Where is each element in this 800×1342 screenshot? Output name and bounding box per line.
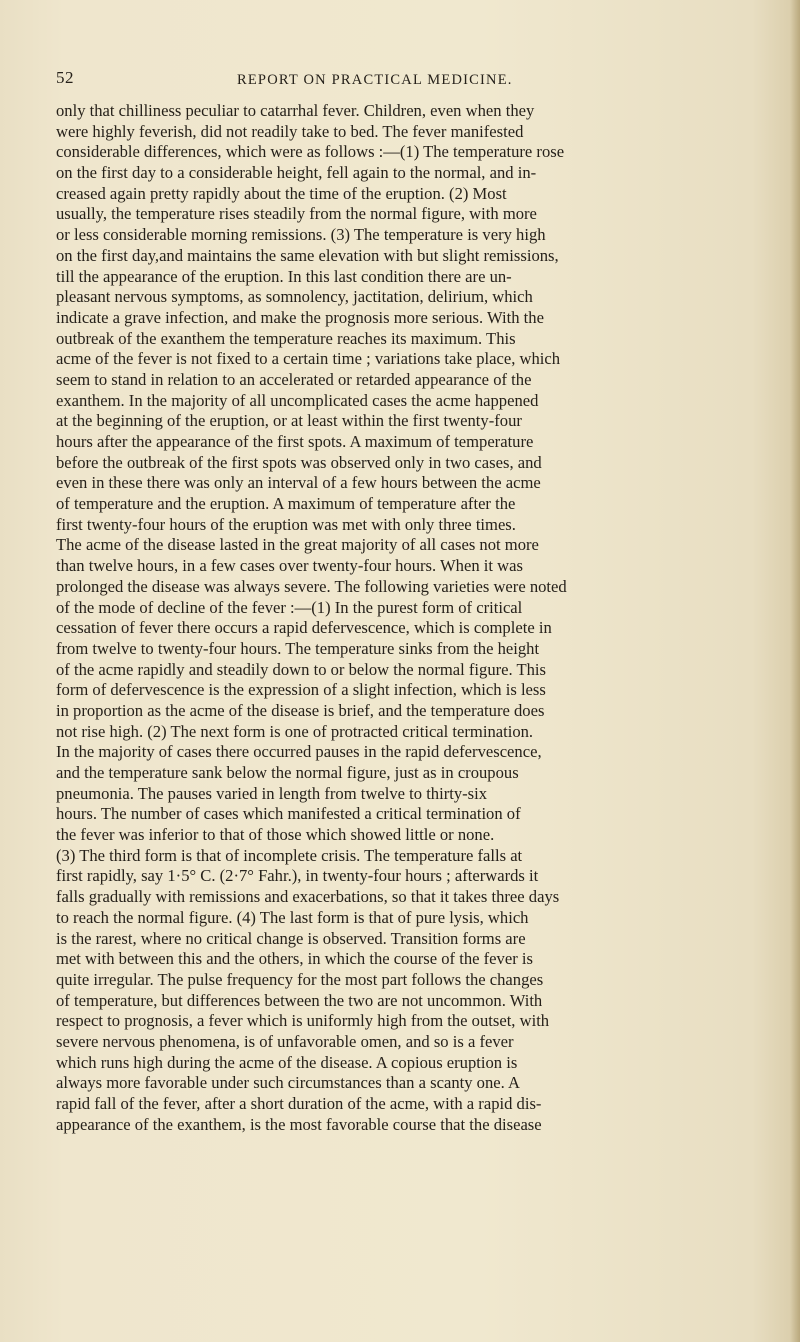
text-line: which runs high during the acme of the disease. A copious eruption is [56,1052,518,1072]
text-line: on the first day to a considerable height, fell again to the normal, and in- [56,163,537,183]
text-line: respect to prognosis, a fever which is uniformly high from the outset, with [56,1011,550,1031]
text-line: than twelve hours, in a few cases over twenty-four hours. When it was [56,556,523,576]
text-line: on the first day,and maintains the same elevation with but slight remissions, [56,245,559,265]
text-line: form of defervescence is the expression of a slight infection, which is less [56,680,546,700]
text-line: first rapidly, say 1·5° C. (2·7° Fahr.), in twenty-four hours ; afterwards it [56,866,539,886]
text-line: even in these there was only an interval of a few hours between the acme [56,473,541,493]
text-line: the fever was inferior to that of those which showed little or none. [56,825,495,845]
text-line: pleasant nervous symptoms, as somnolency, jactitation, delirium, which [56,287,533,307]
page-number: 52 [56,68,74,87]
text-line: indicate a grave infection, and make the prognosis more serious. With the [56,307,544,327]
text-line: quite irregular. The pulse frequency for the most part follows the changes [56,969,544,989]
text-line: creased again pretty rapidly about the time of the eruption. (2) Most [56,183,507,203]
text-line: were highly feverish, did not readily take to bed. The fever manifested [56,121,524,141]
text-line: severe nervous phenomena, is of unfavorable omen, and so is a fever [56,1031,514,1051]
text-line: In the majority of cases there occurred pauses in the rapid defervescence, [56,742,542,762]
text-line: of the acme rapidly and steadily down to or below the normal figure. This [56,659,547,679]
text-line: seem to stand in relation to an accelerated or retarded appearance of the [56,369,532,389]
text-line: appearance of the exanthem, is the most favorable course that the disease [56,1114,542,1134]
text-line: hours after the appearance of the first spots. A maximum of temperature [56,432,534,451]
text-line: always more favorable under such circumstances than a scanty one. A [56,1073,520,1093]
text-line: in proportion as the acme of the disease is brief, and the temperature does [56,700,545,720]
text-line: is the rarest, where no critical change is observed. Transition forms are [56,928,526,948]
text-line: and the temperature sank below the normal figure, just as in croupous [56,763,519,782]
text-line: falls gradually with remissions and exacerbations, so that it takes three days [56,887,560,907]
text-line: to reach the normal figure. (4) The last form is that of pure lysis, which [56,907,529,927]
text-line: The acme of the disease lasted in the great majority of all cases not more [56,535,539,555]
text-line: usually, the temperature rises steadily from the normal figure, with more [56,204,537,224]
text-line: or less considerable morning remissions. (3) The temperature is very high [56,225,546,245]
text-line: from twelve to twenty-four hours. The temperature sinks from the height [56,638,540,658]
text-line: considerable differences, which were as follows :—(1) The temperature rose [56,142,565,162]
text-line: hours. The number of cases which manifested a critical termination of [56,804,521,824]
text-line: (3) The third form is that of incomplete crisis. The temperature falls at [56,845,523,865]
text-line: not rise high. (2) The next form is one of protracted critical termination. [56,721,534,741]
text-line: of temperature, but differences between the two are not uncommon. With [56,990,543,1010]
text-line: outbreak of the exanthem the temperature reaches its maximum. This [56,328,516,348]
running-head: REPORT ON PRACTICAL MEDICINE. [237,72,513,88]
text-line: rapid fall of the fever, after a short duration of the acme, with a rapid dis- [56,1094,542,1113]
text-line: only that chilliness peculiar to catarrhal fever. Children, even when they [56,101,535,120]
body-text [56,101,796,1135]
text-line: before the outbreak of the first spots was observed only in two cases, and [56,452,542,472]
text-line: exanthem. In the majority of all uncomplicated cases the acme happened [56,390,539,410]
text-line: of the mode of decline of the fever :—(1) In the purest form of critical [56,597,523,617]
text-line: pneumonia. The pauses varied in length from twelve to thirty-six [56,783,488,803]
text-line: till the appearance of the eruption. In this last condition there are un- [56,266,512,286]
text-line: prolonged the disease was always severe. The following varieties were noted [56,576,567,596]
text-line: met with between this and the others, in which the course of the fever is [56,949,533,969]
text-line: first twenty-four hours of the eruption was met with only three times. [56,514,516,534]
text-line: of temperature and the eruption. A maximum of temperature after the [56,494,516,514]
page-edge-shadow [790,0,800,1342]
text-line: acme of the fever is not fixed to a certain time ; variations take place, which [56,349,561,369]
text-line: at the beginning of the eruption, or at least within the first twenty-four [56,411,522,431]
text-line: cessation of fever there occurs a rapid defervescence, which is complete in [56,618,552,638]
